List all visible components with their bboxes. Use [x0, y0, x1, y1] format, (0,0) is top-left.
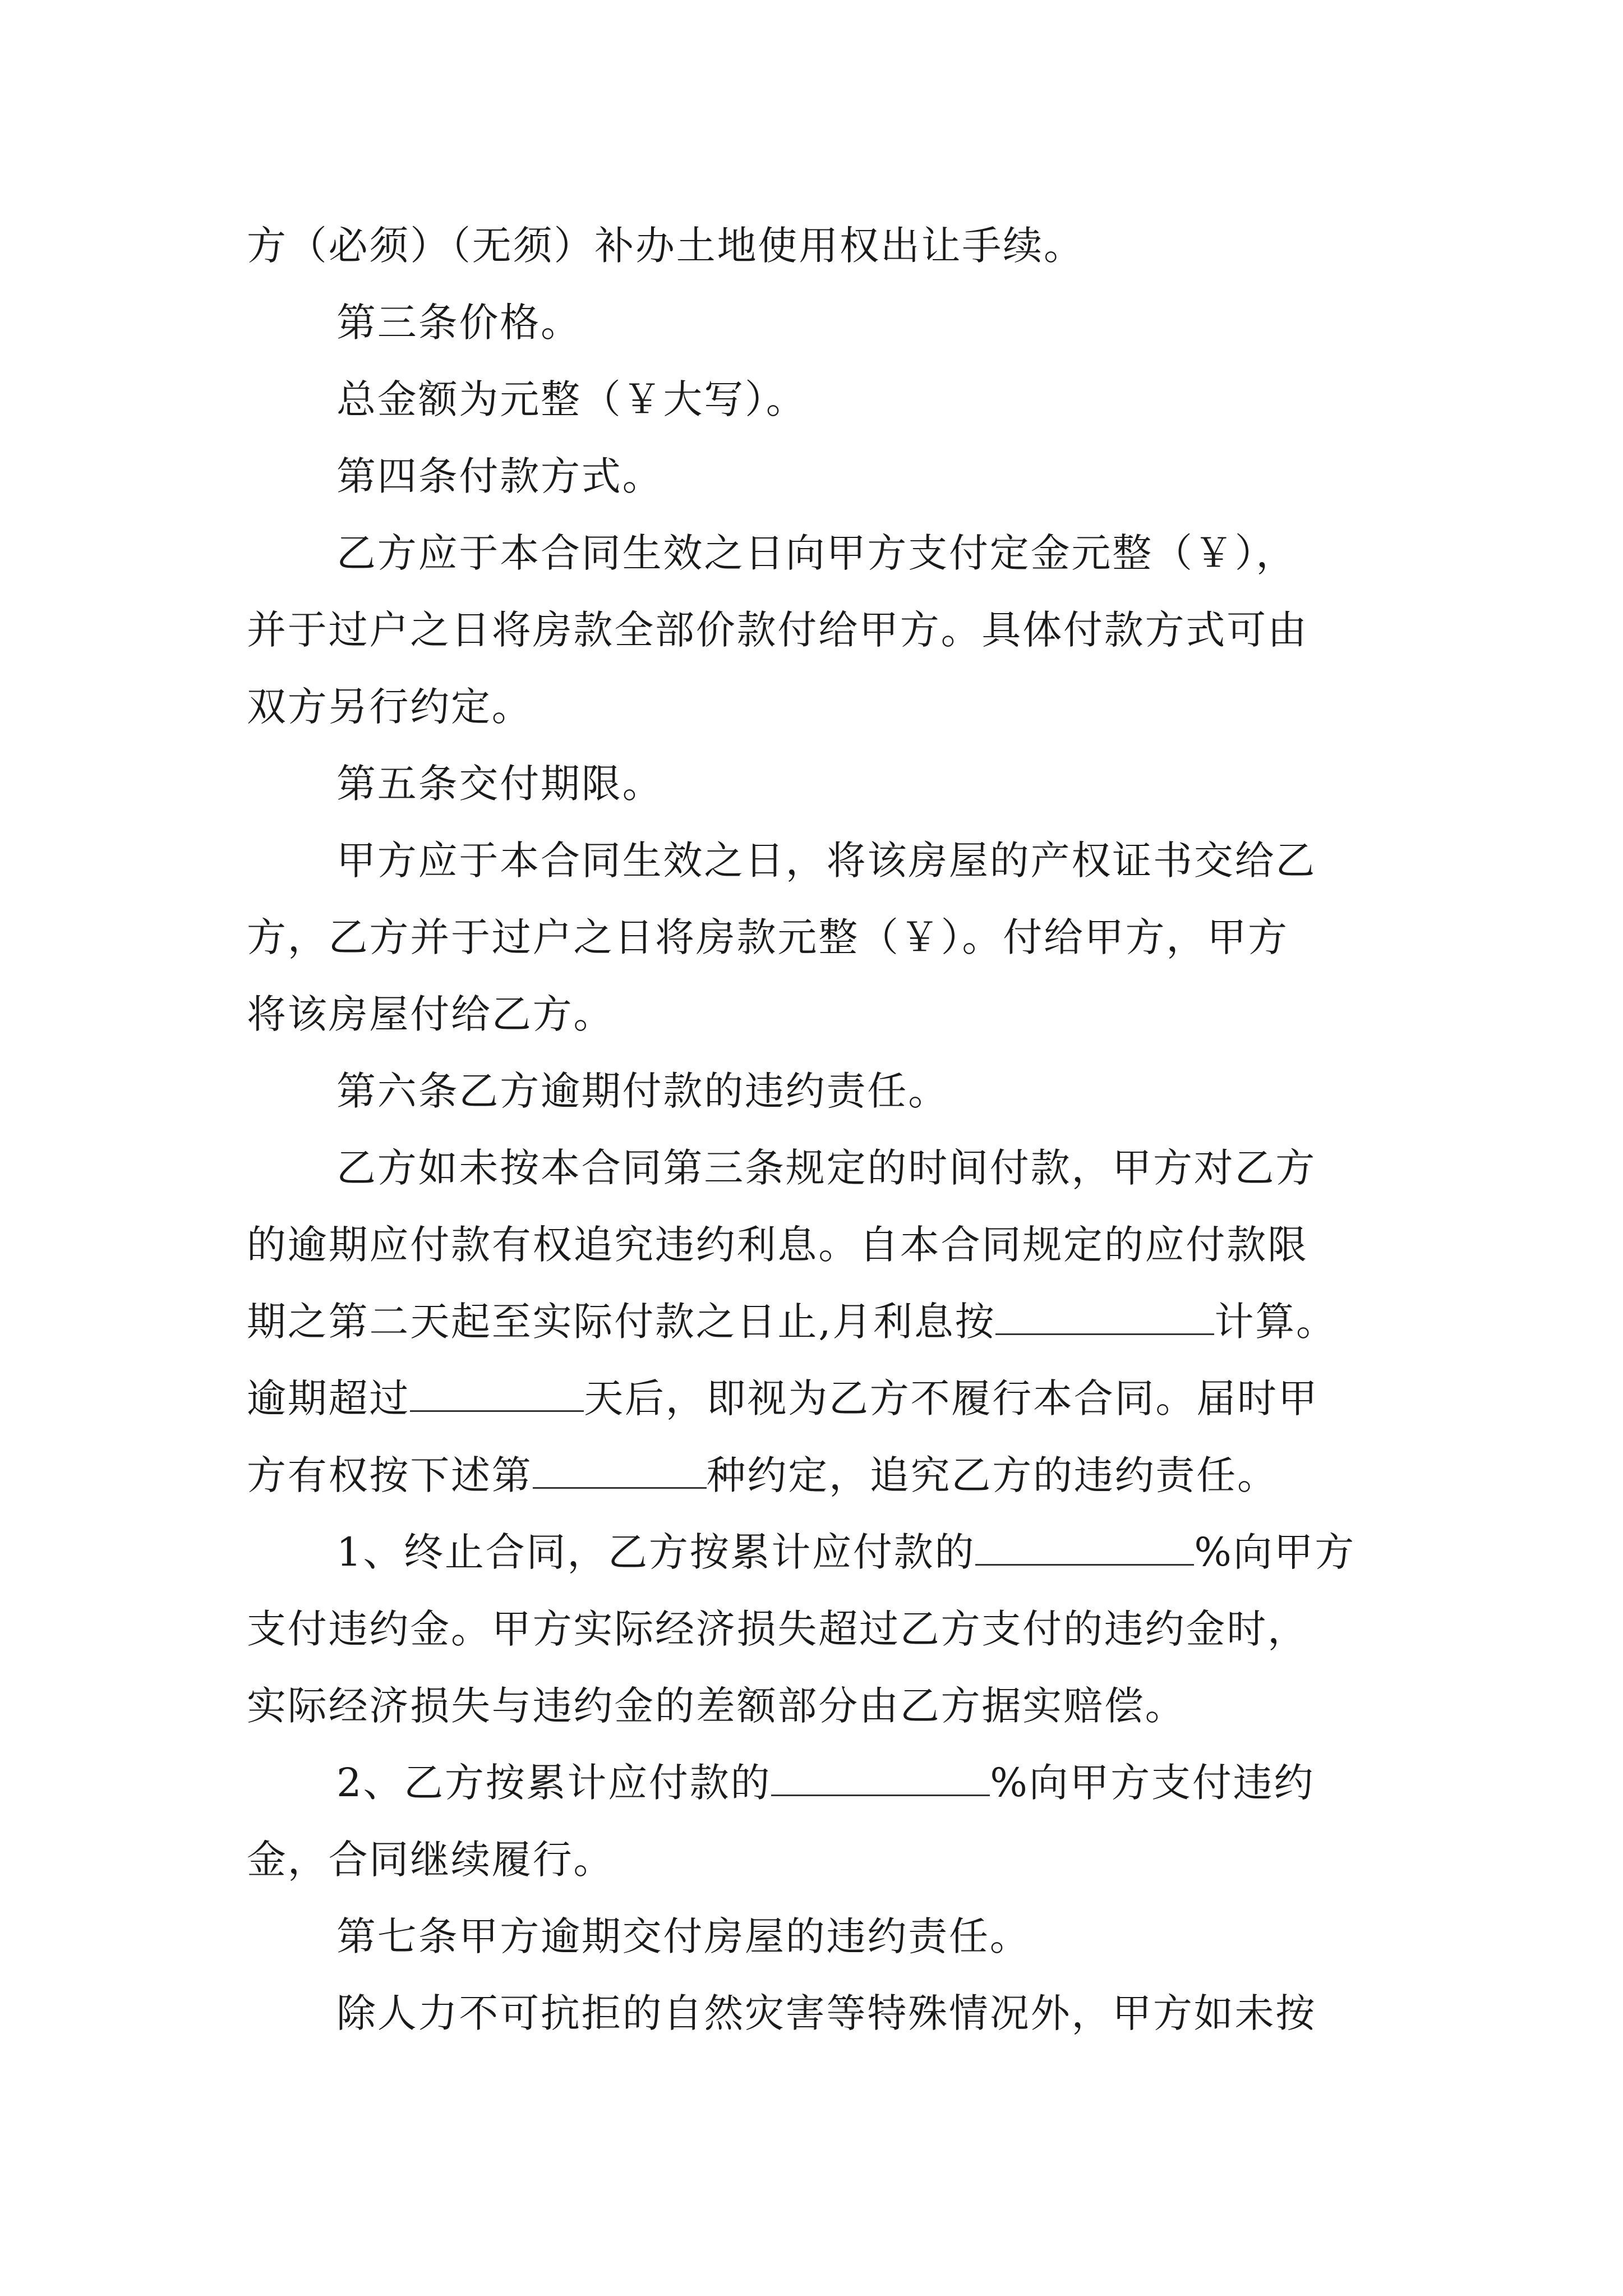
fill-in-blank	[995, 1299, 1214, 1335]
fill-in-blank	[410, 1375, 584, 1412]
article-heading: 第六条乙方逾期付款的违约责任。	[336, 1068, 949, 1114]
text-line	[247, 1283, 1385, 1360]
text-segment: 种约定，追究乙方的违约责任。	[706, 1452, 1278, 1498]
article-heading: 第五条交付期限。	[336, 761, 663, 807]
fill-in-blank	[533, 1452, 707, 1489]
text-line: 甲方应于本合同生效之日，将该房屋的产权证书交给乙	[336, 838, 1317, 884]
text-segment: %向甲方支付违约	[990, 1760, 1315, 1806]
text-line: 双方另行约定。	[247, 684, 533, 730]
text-line: 总金额为元整（￥大写）。	[336, 376, 807, 422]
text-segment: 方有权按下述第	[247, 1452, 533, 1498]
text-segment: 计算。	[1214, 1299, 1337, 1345]
article-heading: 第三条价格。	[336, 300, 582, 346]
text-line: 除人力不可抗拒的自然灾害等特殊情况外，甲方如未按	[336, 1990, 1317, 2036]
text-segment: 期之第二天起至实际付款之日止,月利息按	[247, 1299, 996, 1345]
text-line: 乙方应于本合同生效之日向甲方支付定金元整（￥），	[336, 530, 1297, 576]
text-line: 实际经济损失与违约金的差额部分由乙方据实赔偿。	[247, 1683, 1186, 1729]
text-segment: 逾期超过	[247, 1375, 411, 1421]
text-line	[247, 1437, 1385, 1514]
fill-in-blank	[771, 1760, 990, 1796]
document-page	[247, 208, 1385, 2052]
text-line	[247, 1360, 1385, 1437]
text-line: 并于过户之日将房款全部价款付给甲方。具体付款方式可由	[247, 607, 1308, 653]
text-segment: %向甲方	[1194, 1529, 1356, 1575]
text-line: 将该房屋付给乙方。	[247, 991, 615, 1037]
text-line: 乙方如未按本合同第三条规定的时间付款，甲方对乙方	[336, 1145, 1317, 1191]
text-line: 支付违约金。甲方实际经济损失超过乙方支付的违约金时，	[247, 1606, 1308, 1652]
article-heading: 第七条甲方逾期交付房屋的违约责任。	[336, 1913, 1031, 1959]
fill-in-blank	[975, 1529, 1194, 1566]
text-line	[247, 1514, 1385, 1591]
text-line	[247, 1745, 1385, 1821]
text-line: 的逾期应付款有权追究违约利息。自本合同规定的应付款限	[247, 1222, 1308, 1268]
text-segment: 天后，即视为乙方不履行本合同。届时甲	[584, 1375, 1319, 1421]
text-line: 方（必须）（无须）补办土地使用权出让手续。	[247, 223, 1085, 269]
text-segment: 2、乙方按累计应付款的	[336, 1760, 772, 1806]
text-line: 方，乙方并于过户之日将房款元整（￥）。付给甲方，甲方	[247, 914, 1289, 960]
text-segment: 1、终止合同，乙方按累计应付款的	[336, 1529, 976, 1575]
text-line: 金，合同继续履行。	[247, 1837, 615, 1883]
article-heading: 第四条付款方式。	[336, 453, 663, 499]
